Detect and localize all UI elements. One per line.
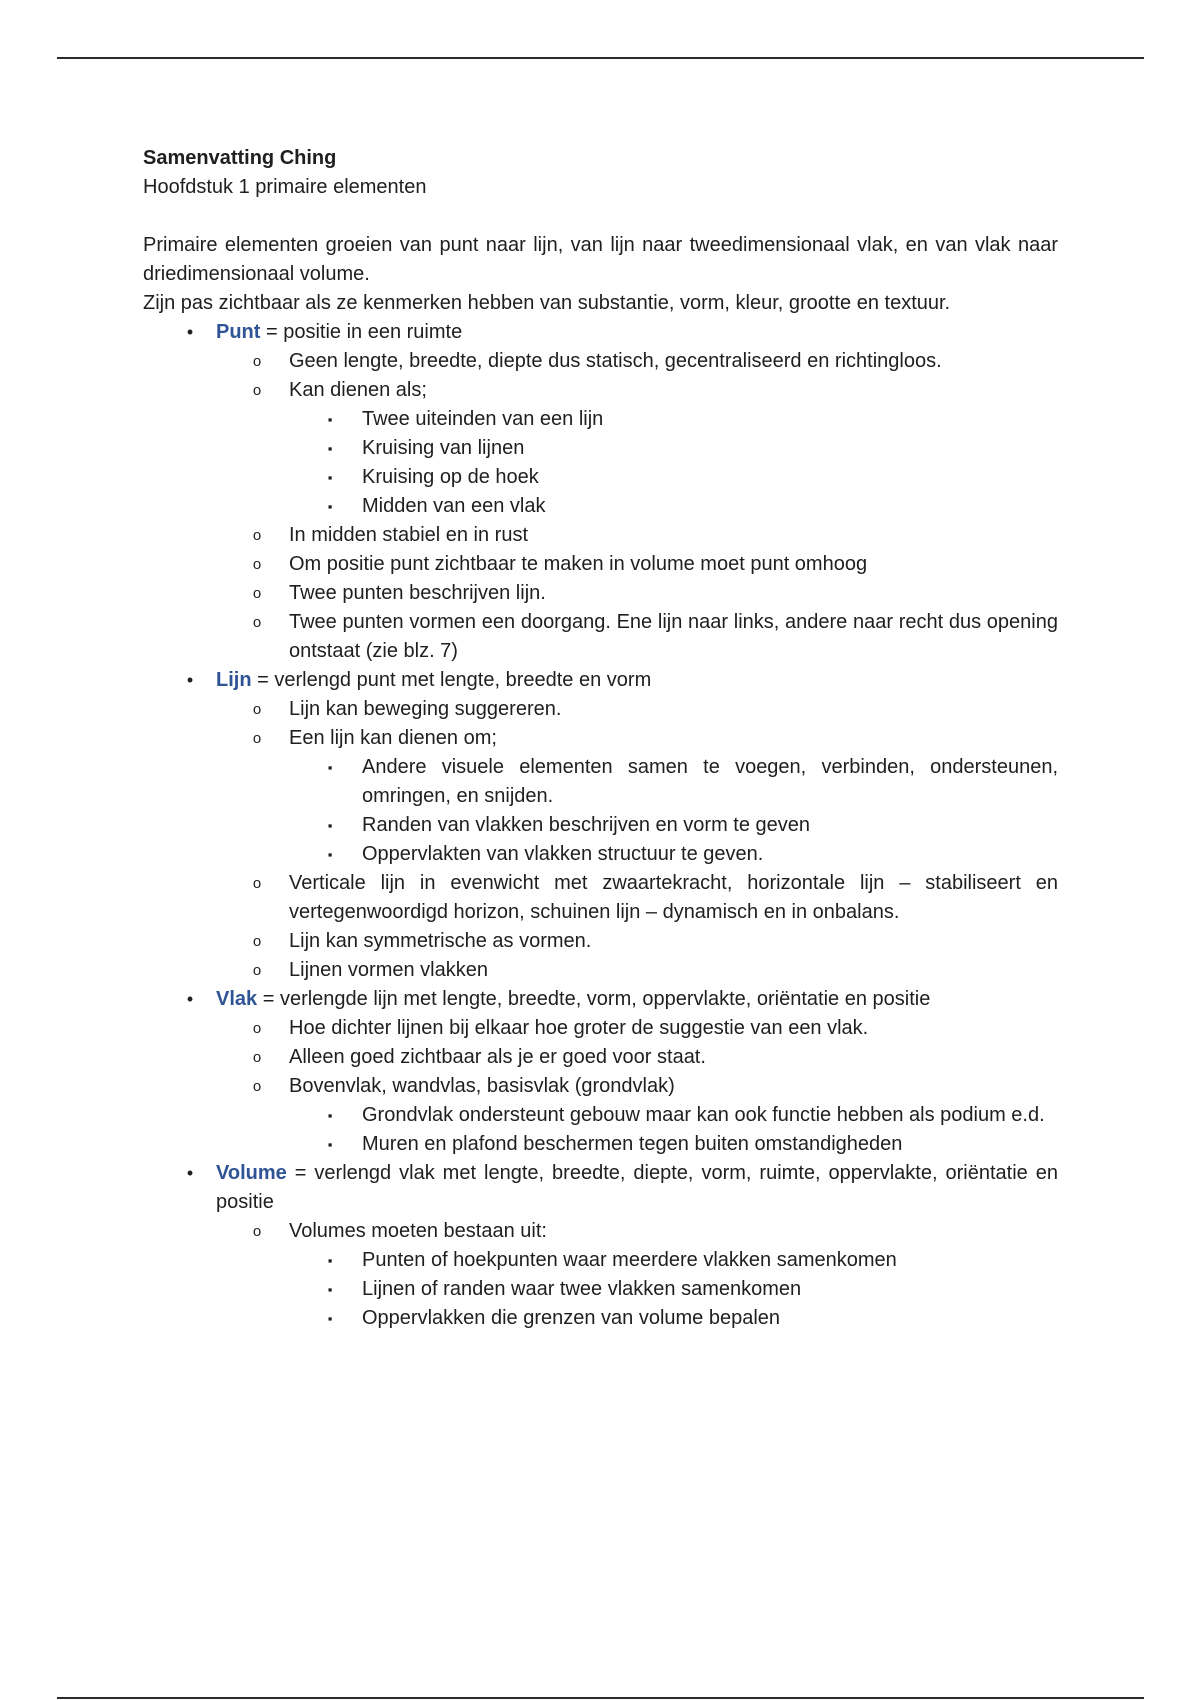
sub-item-text: Om positie punt zichtbaar te maken in volume moet punt omhoog xyxy=(289,553,868,575)
sub-item xyxy=(216,1014,1058,1043)
circle-marker: o xyxy=(252,962,262,979)
detail-item-text: Midden van een vlak xyxy=(362,495,546,517)
circle-marker: o xyxy=(252,353,262,370)
circle-marker: o xyxy=(252,701,262,718)
sub-item-text: Verticale lijn in evenwicht met zwaartekracht, horizontale lijn – stabiliseert en vertegenwoordigd horizon, schuinen lijn – dynamisch en in onbalans. xyxy=(289,872,1058,923)
sub-item-text: Lijnen vormen vlakken xyxy=(289,959,488,981)
detail-item-text: Kruising op de hoek xyxy=(362,466,539,488)
detail-item xyxy=(289,1246,1058,1275)
square-marker: ▪ xyxy=(327,847,333,862)
sub-item xyxy=(216,927,1058,956)
detail-list xyxy=(216,405,1058,521)
detail-item xyxy=(289,840,1058,869)
sub-item-text: In midden stabiel en in rust xyxy=(289,524,529,546)
sub-item-text: Alleen goed zichtbaar als je er goed voor staat. xyxy=(289,1046,706,1068)
circle-marker: o xyxy=(252,1223,262,1240)
intro-paragraph: Zijn pas zichtbaar als ze kenmerken hebben van substantie, vorm, kleur, grootte en textuur. xyxy=(143,292,951,314)
header-rule xyxy=(57,57,1144,59)
bullet-marker: • xyxy=(186,989,194,1009)
document-body xyxy=(143,144,1058,1333)
sub-item xyxy=(216,579,1058,608)
section-term: Volume xyxy=(216,1162,287,1184)
sub-item xyxy=(216,869,1058,927)
section-definition: = verlengde lijn met lengte, breedte, vorm, oppervlakte, oriëntatie en positie xyxy=(257,988,931,1010)
sub-item xyxy=(216,550,1058,579)
square-marker: ▪ xyxy=(327,1137,333,1152)
circle-marker: o xyxy=(252,614,262,631)
square-marker: ▪ xyxy=(327,1282,333,1297)
section-item xyxy=(143,985,1058,1159)
sub-list xyxy=(143,695,1058,985)
detail-item xyxy=(289,811,1058,840)
detail-item-text: Kruising van lijnen xyxy=(362,437,525,459)
sub-item xyxy=(216,376,1058,521)
detail-item-text: Muren en plafond beschermen tegen buiten omstandigheden xyxy=(362,1133,903,1155)
sub-item-text: Geen lengte, breedte, diepte dus statisch, gecentraliseerd en richtingloos. xyxy=(289,350,942,372)
sub-item xyxy=(216,521,1058,550)
detail-item-text: Oppervlakken die grenzen van volume bepalen xyxy=(362,1307,781,1329)
square-marker: ▪ xyxy=(327,441,333,456)
document-subtitle: Hoofdstuk 1 primaire elementen xyxy=(143,176,427,198)
sub-list xyxy=(143,1014,1058,1159)
sub-item-text: Twee punten beschrijven lijn. xyxy=(289,582,546,604)
sub-item xyxy=(216,1043,1058,1072)
detail-item-text: Lijnen of randen waar twee vlakken samenkomen xyxy=(362,1278,802,1300)
detail-list xyxy=(216,1101,1058,1159)
square-marker: ▪ xyxy=(327,499,333,514)
detail-item-text: Twee uiteinden van een lijn xyxy=(362,408,604,430)
detail-item xyxy=(289,753,1058,811)
sub-item-text: Kan dienen als; xyxy=(289,379,427,401)
sub-item xyxy=(216,695,1058,724)
circle-marker: o xyxy=(252,1078,262,1095)
detail-item xyxy=(289,1304,1058,1333)
section-term: Punt xyxy=(216,321,261,343)
section-definition: = verlengd punt met lengte, breedte en vorm xyxy=(251,669,652,691)
document-title: Samenvatting Ching xyxy=(143,147,337,169)
sub-item xyxy=(216,956,1058,985)
sub-list xyxy=(143,1217,1058,1333)
sub-item-text: Bovenvlak, wandvlas, basisvlak (grondvlak) xyxy=(289,1075,675,1097)
circle-marker: o xyxy=(252,875,262,892)
detail-item xyxy=(289,463,1058,492)
detail-item xyxy=(289,492,1058,521)
sub-item-text: Twee punten vormen een doorgang. Ene lijn naar links, andere naar recht dus opening ontstaat (zie blz. 7) xyxy=(289,611,1058,662)
section-term: Vlak xyxy=(216,988,258,1010)
sub-item-text: Lijn kan beweging suggereren. xyxy=(289,698,562,720)
sub-item xyxy=(216,1217,1058,1333)
detail-item xyxy=(289,434,1058,463)
detail-item-text: Randen van vlakken beschrijven en vorm te geven xyxy=(362,814,811,836)
detail-list xyxy=(216,1246,1058,1333)
square-marker: ▪ xyxy=(327,1311,333,1326)
square-marker: ▪ xyxy=(327,1108,333,1123)
section-item xyxy=(143,1159,1058,1333)
detail-item xyxy=(289,1130,1058,1159)
section-term: Lijn xyxy=(216,669,252,691)
detail-item xyxy=(289,405,1058,434)
square-marker: ▪ xyxy=(327,412,333,427)
detail-item-text: Grondvlak ondersteunt gebouw maar kan ook functie hebben als podium e.d. xyxy=(362,1104,1045,1126)
circle-marker: o xyxy=(252,1020,262,1037)
sub-item-text: Lijn kan symmetrische as vormen. xyxy=(289,930,592,952)
detail-item-text: Punten of hoekpunten waar meerdere vlakken samenkomen xyxy=(362,1249,897,1271)
detail-list xyxy=(216,753,1058,869)
intro-paragraph: Primaire elementen groeien van punt naar lijn, van lijn naar tweedimensionaal vlak, en van vlak naar driedimensionaal volume. xyxy=(143,234,1058,285)
square-marker: ▪ xyxy=(327,1253,333,1268)
bullet-marker: • xyxy=(186,322,194,342)
sub-item xyxy=(216,347,1058,376)
detail-item xyxy=(289,1275,1058,1304)
square-marker: ▪ xyxy=(327,818,333,833)
section-item xyxy=(143,666,1058,985)
circle-marker: o xyxy=(252,1049,262,1066)
detail-item-text: Oppervlakten van vlakken structuur te geven. xyxy=(362,843,764,865)
bullet-marker: • xyxy=(186,1163,194,1183)
section-definition: = verlengd vlak met lengte, breedte, diepte, vorm, ruimte, oppervlakte, oriëntatie en positie xyxy=(216,1162,1058,1213)
footer-rule xyxy=(57,1697,1144,1699)
circle-marker: o xyxy=(252,585,262,602)
circle-marker: o xyxy=(252,730,262,747)
sub-item xyxy=(216,1072,1058,1159)
section-definition: = positie in een ruimte xyxy=(260,321,463,343)
sub-list xyxy=(143,347,1058,666)
sub-item-text: Een lijn kan dienen om; xyxy=(289,727,497,749)
sub-item xyxy=(216,608,1058,666)
intro xyxy=(143,231,1058,318)
sub-item-text: Hoe dichter lijnen bij elkaar hoe groter de suggestie van een vlak. xyxy=(289,1017,869,1039)
square-marker: ▪ xyxy=(327,470,333,485)
sub-item-text: Volumes moeten bestaan uit: xyxy=(289,1220,547,1242)
bullet-marker: • xyxy=(186,670,194,690)
section-list xyxy=(143,318,1058,1333)
section-item xyxy=(143,318,1058,666)
circle-marker: o xyxy=(252,527,262,544)
circle-marker: o xyxy=(252,556,262,573)
detail-item-text: Andere visuele elementen samen te voegen, verbinden, ondersteunen, omringen, en snijden. xyxy=(362,756,1058,807)
square-marker: ▪ xyxy=(327,760,333,775)
circle-marker: o xyxy=(252,933,262,950)
circle-marker: o xyxy=(252,382,262,399)
detail-item xyxy=(289,1101,1058,1130)
sub-item xyxy=(216,724,1058,869)
